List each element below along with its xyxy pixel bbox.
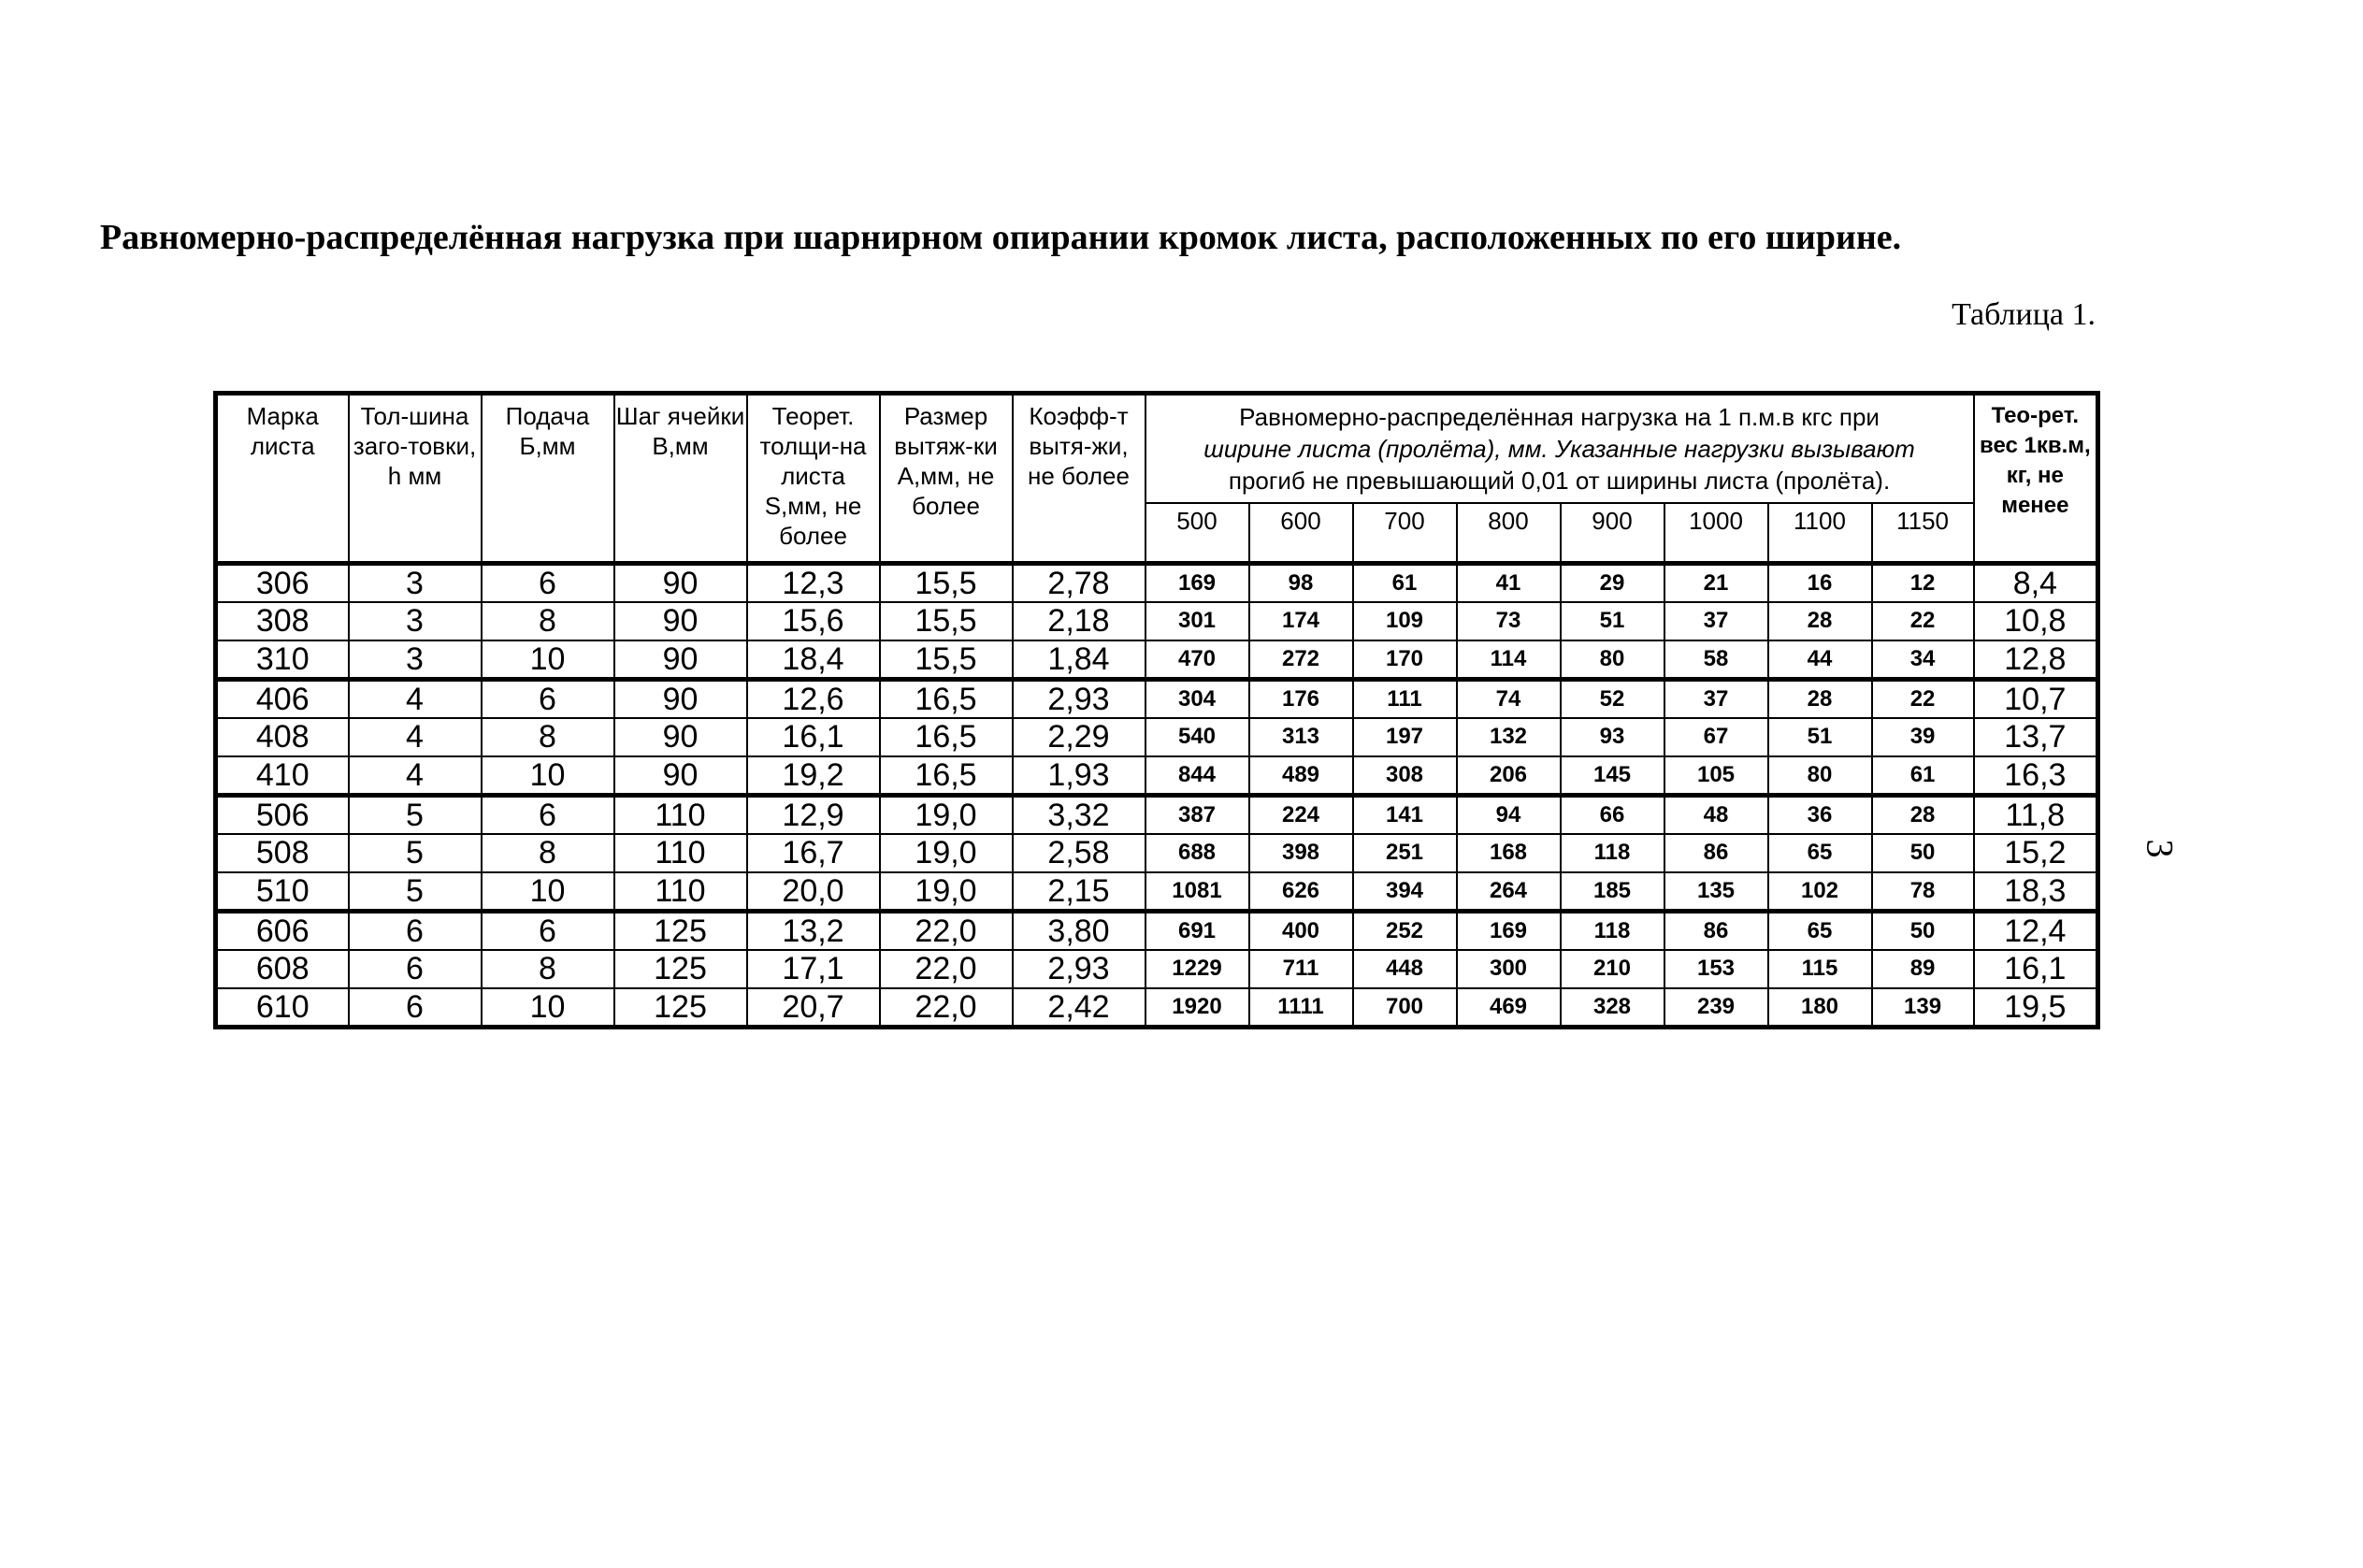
cell-load: 300: [1457, 950, 1561, 988]
cell-weight: 10,8: [1974, 602, 2098, 640]
page-number: 3: [2139, 839, 2182, 858]
cell-load: 308: [1353, 756, 1457, 796]
cell-thickness: 13,2: [747, 911, 880, 950]
span-header: 500: [1145, 503, 1249, 563]
span-header: 600: [1249, 503, 1353, 563]
cell-weight: 8,4: [1974, 563, 2098, 602]
cell-load: 251: [1353, 834, 1457, 872]
load-group-note: ширине листа (пролёта), мм. Указанные нагрузки вызывают: [1203, 435, 1915, 463]
table-row: [216, 602, 2098, 640]
cell-weight: 16,1: [1974, 950, 2098, 988]
cell-load: 37: [1664, 602, 1768, 640]
cell-load: 102: [1768, 872, 1872, 912]
cell-draw-size: 15,5: [880, 602, 1013, 640]
cell-feed: 10: [482, 988, 614, 1028]
cell-load: 34: [1872, 640, 1974, 680]
cell-load: 176: [1249, 679, 1353, 718]
header-weight: Тео-рет. вес 1кв.м, кг, не менее: [1974, 394, 2098, 564]
cell-pitch: 90: [614, 679, 747, 718]
cell-load: 105: [1664, 756, 1768, 796]
cell-grade: 608: [216, 950, 349, 988]
cell-load: 1081: [1145, 872, 1249, 912]
cell-weight: 10,7: [1974, 679, 2098, 718]
cell-load: 387: [1145, 795, 1249, 834]
header-cell-pitch: Шаг ячейки В,мм: [614, 394, 747, 564]
cell-draw-coefficient: 1,84: [1013, 640, 1145, 680]
header-load-group: [1145, 394, 1974, 504]
cell-draw-size: 19,0: [880, 834, 1013, 872]
cell-draw-size: 22,0: [880, 911, 1013, 950]
cell-load: 118: [1561, 834, 1664, 872]
cell-load: 139: [1872, 988, 1974, 1028]
header-grade: Марка листа: [216, 394, 349, 564]
cell-load: 169: [1145, 563, 1249, 602]
cell-blank-thickness: 5: [349, 872, 482, 912]
cell-load: 80: [1561, 640, 1664, 680]
cell-thickness: 19,2: [747, 756, 880, 796]
cell-draw-size: 16,5: [880, 756, 1013, 796]
cell-load: 28: [1872, 795, 1974, 834]
cell-thickness: 15,6: [747, 602, 880, 640]
cell-weight: 13,7: [1974, 718, 2098, 756]
cell-load: 93: [1561, 718, 1664, 756]
cell-draw-coefficient: 2,18: [1013, 602, 1145, 640]
cell-draw-coefficient: 2,93: [1013, 950, 1145, 988]
cell-load: 52: [1561, 679, 1664, 718]
cell-weight: 12,8: [1974, 640, 2098, 680]
cell-load: 469: [1457, 988, 1561, 1028]
cell-blank-thickness: 6: [349, 911, 482, 950]
cell-load: 272: [1249, 640, 1353, 680]
cell-load: 711: [1249, 950, 1353, 988]
cell-feed: 6: [482, 563, 614, 602]
cell-feed: 6: [482, 679, 614, 718]
span-header: 700: [1353, 503, 1457, 563]
cell-thickness: 20,7: [747, 988, 880, 1028]
table-row: [216, 679, 2098, 718]
header-feed: Подача Б,мм: [482, 394, 614, 564]
table-body: [216, 563, 2098, 1027]
cell-load: 1920: [1145, 988, 1249, 1028]
table-row: [216, 795, 2098, 834]
cell-load: 328: [1561, 988, 1664, 1028]
cell-load: 66: [1561, 795, 1664, 834]
cell-grade: 610: [216, 988, 349, 1028]
cell-grade: 506: [216, 795, 349, 834]
cell-load: 41: [1457, 563, 1561, 602]
header-row: [216, 394, 2098, 504]
cell-pitch: 125: [614, 911, 747, 950]
cell-load: 114: [1457, 640, 1561, 680]
cell-load: 61: [1872, 756, 1974, 796]
span-header: 1000: [1664, 503, 1768, 563]
span-header: 800: [1457, 503, 1561, 563]
cell-weight: 15,2: [1974, 834, 2098, 872]
table-row: [216, 834, 2098, 872]
cell-blank-thickness: 4: [349, 679, 482, 718]
cell-draw-size: 19,0: [880, 872, 1013, 912]
cell-draw-coefficient: 2,29: [1013, 718, 1145, 756]
cell-weight: 11,8: [1974, 795, 2098, 834]
cell-load: 304: [1145, 679, 1249, 718]
cell-load: 86: [1664, 834, 1768, 872]
cell-draw-size: 15,5: [880, 563, 1013, 602]
load-group-main: Равномерно-распределённая нагрузка на 1 п.м.в кгс при: [1239, 403, 1880, 431]
span-header: 1150: [1872, 503, 1974, 563]
cell-load: 210: [1561, 950, 1664, 988]
cell-pitch: 90: [614, 563, 747, 602]
cell-load: 691: [1145, 911, 1249, 950]
cell-pitch: 110: [614, 834, 747, 872]
cell-thickness: 17,1: [747, 950, 880, 988]
table-row: [216, 563, 2098, 602]
cell-grade: 408: [216, 718, 349, 756]
cell-feed: 6: [482, 911, 614, 950]
cell-blank-thickness: 3: [349, 602, 482, 640]
cell-draw-size: 16,5: [880, 718, 1013, 756]
cell-load: 50: [1872, 834, 1974, 872]
cell-feed: 8: [482, 834, 614, 872]
cell-load: 44: [1768, 640, 1872, 680]
cell-load: 94: [1457, 795, 1561, 834]
cell-load: 540: [1145, 718, 1249, 756]
cell-load: 239: [1664, 988, 1768, 1028]
cell-grade: 306: [216, 563, 349, 602]
cell-grade: 508: [216, 834, 349, 872]
cell-load: 65: [1768, 834, 1872, 872]
cell-load: 28: [1768, 602, 1872, 640]
cell-load: 448: [1353, 950, 1457, 988]
cell-load: 67: [1664, 718, 1768, 756]
cell-load: 1229: [1145, 950, 1249, 988]
table-row: [216, 872, 2098, 912]
cell-load: 141: [1353, 795, 1457, 834]
cell-load: 264: [1457, 872, 1561, 912]
cell-load: 61: [1353, 563, 1457, 602]
cell-load: 78: [1872, 872, 1974, 912]
cell-grade: 406: [216, 679, 349, 718]
cell-load: 398: [1249, 834, 1353, 872]
cell-feed: 8: [482, 950, 614, 988]
cell-load: 36: [1768, 795, 1872, 834]
cell-load: 28: [1768, 679, 1872, 718]
cell-pitch: 125: [614, 950, 747, 988]
cell-draw-coefficient: 3,80: [1013, 911, 1145, 950]
cell-thickness: 12,9: [747, 795, 880, 834]
cell-load: 174: [1249, 602, 1353, 640]
cell-blank-thickness: 6: [349, 988, 482, 1028]
cell-load: 394: [1353, 872, 1457, 912]
cell-load: 29: [1561, 563, 1664, 602]
cell-blank-thickness: 4: [349, 718, 482, 756]
cell-draw-coefficient: 1,93: [1013, 756, 1145, 796]
cell-blank-thickness: 3: [349, 563, 482, 602]
header-draw-size: Размер вытяж-ки А,мм, не более: [880, 394, 1013, 564]
cell-draw-coefficient: 2,58: [1013, 834, 1145, 872]
cell-feed: 8: [482, 718, 614, 756]
cell-draw-coefficient: 2,78: [1013, 563, 1145, 602]
load-group-tail: прогиб не превышающий 0,01 от ширины листа (пролёта).: [1228, 467, 1891, 495]
load-table: [213, 391, 2100, 1029]
cell-load: 51: [1768, 718, 1872, 756]
document-title: Равномерно-распределённая нагрузка при шарнирном опирании кромок листа, расположенных по его ширине.: [99, 218, 1902, 257]
cell-load: 39: [1872, 718, 1974, 756]
cell-load: 50: [1872, 911, 1974, 950]
cell-feed: 6: [482, 795, 614, 834]
cell-draw-size: 16,5: [880, 679, 1013, 718]
cell-pitch: 90: [614, 602, 747, 640]
table-caption: Таблица 1.: [1952, 297, 2096, 332]
cell-load: 470: [1145, 640, 1249, 680]
cell-load: 489: [1249, 756, 1353, 796]
cell-draw-size: 19,0: [880, 795, 1013, 834]
cell-weight: 16,3: [1974, 756, 2098, 796]
cell-load: 98: [1249, 563, 1353, 602]
cell-load: 185: [1561, 872, 1664, 912]
cell-pitch: 90: [614, 718, 747, 756]
cell-blank-thickness: 3: [349, 640, 482, 680]
cell-grade: 310: [216, 640, 349, 680]
cell-load: 48: [1664, 795, 1768, 834]
cell-pitch: 90: [614, 640, 747, 680]
cell-load: 168: [1457, 834, 1561, 872]
cell-draw-size: 15,5: [880, 640, 1013, 680]
cell-load: 400: [1249, 911, 1353, 950]
cell-load: 111: [1353, 679, 1457, 718]
cell-load: 80: [1768, 756, 1872, 796]
header-thickness: Теорет. толщи-на листа S,мм, не более: [747, 394, 880, 564]
cell-draw-coefficient: 2,42: [1013, 988, 1145, 1028]
cell-load: 115: [1768, 950, 1872, 988]
cell-draw-coefficient: 2,93: [1013, 679, 1145, 718]
table-row: [216, 988, 2098, 1028]
header-draw-coefficient: Коэфф-т вытя-жи, не более: [1013, 394, 1145, 564]
cell-grade: 606: [216, 911, 349, 950]
cell-load: 109: [1353, 602, 1457, 640]
cell-load: 688: [1145, 834, 1249, 872]
cell-weight: 19,5: [1974, 988, 2098, 1028]
cell-draw-size: 22,0: [880, 988, 1013, 1028]
cell-load: 58: [1664, 640, 1768, 680]
cell-draw-size: 22,0: [880, 950, 1013, 988]
cell-load: 197: [1353, 718, 1457, 756]
cell-thickness: 12,6: [747, 679, 880, 718]
cell-grade: 308: [216, 602, 349, 640]
header-blank-thickness: Тол-шина заго-товки, h мм: [349, 394, 482, 564]
table-row: [216, 640, 2098, 680]
cell-load: 89: [1872, 950, 1974, 988]
cell-load: 153: [1664, 950, 1768, 988]
cell-load: 22: [1872, 602, 1974, 640]
cell-load: 844: [1145, 756, 1249, 796]
cell-thickness: 16,1: [747, 718, 880, 756]
table-row: [216, 756, 2098, 796]
cell-load: 1111: [1249, 988, 1353, 1028]
cell-load: 16: [1768, 563, 1872, 602]
cell-blank-thickness: 4: [349, 756, 482, 796]
cell-load: 301: [1145, 602, 1249, 640]
cell-thickness: 18,4: [747, 640, 880, 680]
cell-draw-coefficient: 3,32: [1013, 795, 1145, 834]
cell-pitch: 110: [614, 872, 747, 912]
cell-load: 180: [1768, 988, 1872, 1028]
cell-load: 224: [1249, 795, 1353, 834]
cell-feed: 10: [482, 872, 614, 912]
span-header: 1100: [1768, 503, 1872, 563]
cell-load: 51: [1561, 602, 1664, 640]
cell-pitch: 125: [614, 988, 747, 1028]
cell-load: 626: [1249, 872, 1353, 912]
cell-draw-coefficient: 2,15: [1013, 872, 1145, 912]
cell-load: 135: [1664, 872, 1768, 912]
cell-blank-thickness: 5: [349, 795, 482, 834]
table-row: [216, 911, 2098, 950]
cell-load: 170: [1353, 640, 1457, 680]
cell-load: 22: [1872, 679, 1974, 718]
table-row: [216, 950, 2098, 988]
cell-pitch: 90: [614, 756, 747, 796]
cell-thickness: 16,7: [747, 834, 880, 872]
cell-load: 12: [1872, 563, 1974, 602]
cell-grade: 410: [216, 756, 349, 796]
cell-weight: 18,3: [1974, 872, 2098, 912]
cell-pitch: 110: [614, 795, 747, 834]
cell-load: 700: [1353, 988, 1457, 1028]
cell-blank-thickness: 5: [349, 834, 482, 872]
cell-load: 73: [1457, 602, 1561, 640]
span-header: 900: [1561, 503, 1664, 563]
cell-weight: 12,4: [1974, 911, 2098, 950]
table-row: [216, 718, 2098, 756]
cell-load: 313: [1249, 718, 1353, 756]
cell-blank-thickness: 6: [349, 950, 482, 988]
cell-load: 86: [1664, 911, 1768, 950]
cell-load: 74: [1457, 679, 1561, 718]
cell-thickness: 12,3: [747, 563, 880, 602]
cell-load: 118: [1561, 911, 1664, 950]
cell-load: 252: [1353, 911, 1457, 950]
cell-load: 169: [1457, 911, 1561, 950]
cell-load: 21: [1664, 563, 1768, 602]
cell-load: 65: [1768, 911, 1872, 950]
cell-thickness: 20,0: [747, 872, 880, 912]
cell-load: 132: [1457, 718, 1561, 756]
cell-grade: 510: [216, 872, 349, 912]
cell-feed: 8: [482, 602, 614, 640]
cell-feed: 10: [482, 640, 614, 680]
cell-load: 206: [1457, 756, 1561, 796]
cell-load: 145: [1561, 756, 1664, 796]
cell-load: 37: [1664, 679, 1768, 718]
cell-feed: 10: [482, 756, 614, 796]
